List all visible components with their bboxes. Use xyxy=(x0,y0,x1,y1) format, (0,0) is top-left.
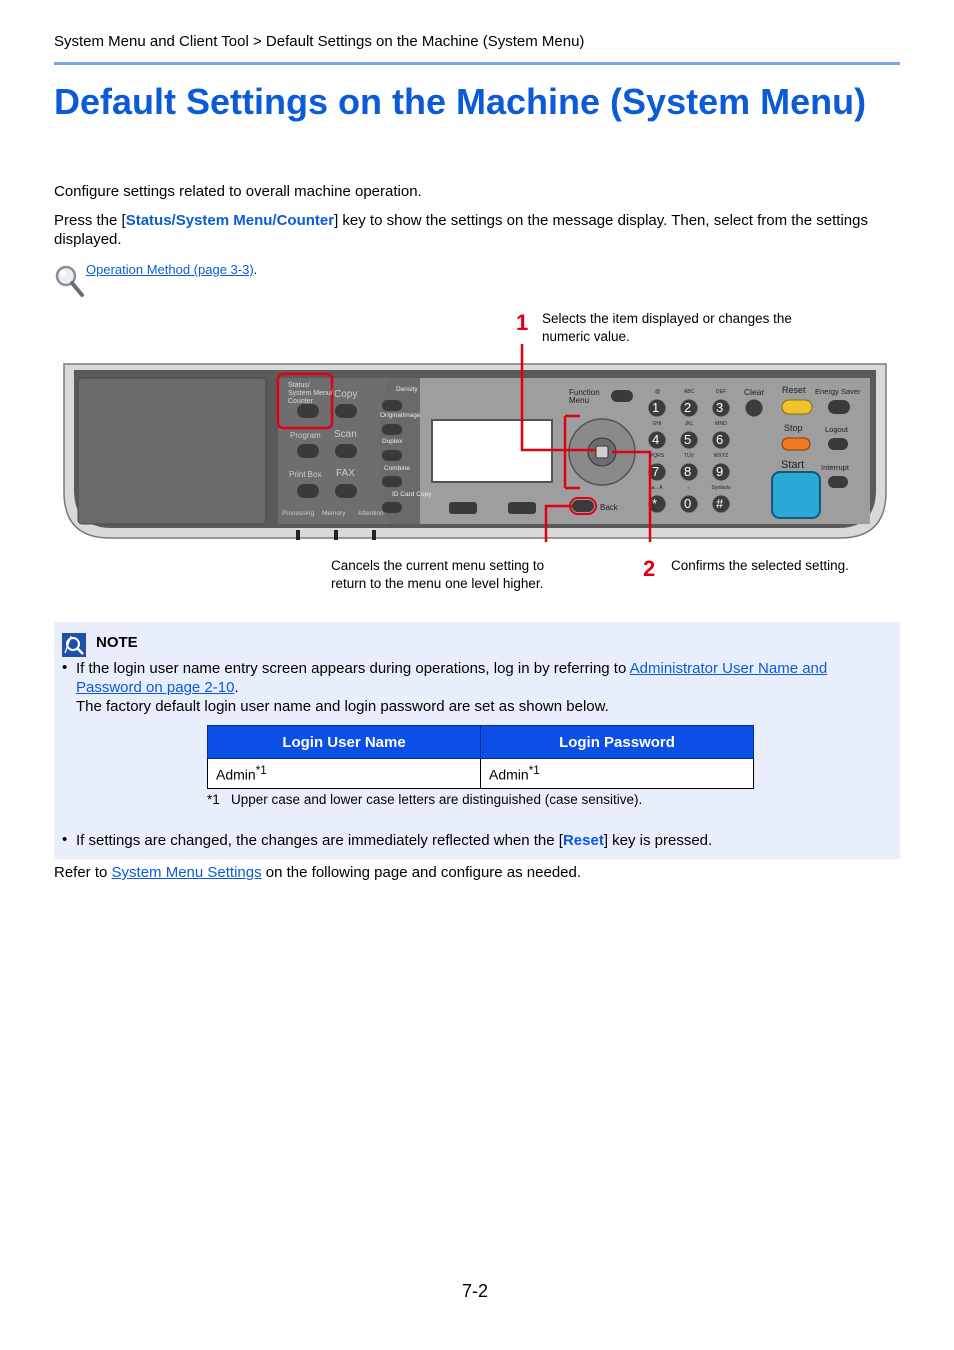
press-paragraph xyxy=(54,211,900,249)
keypad-letters: ABC xyxy=(683,389,695,395)
panel-id-card-copy-label: ID Card Copy xyxy=(392,491,432,498)
keypad-digit: 9 xyxy=(716,464,724,479)
system-menu-settings-link[interactable]: System Menu Settings xyxy=(111,864,262,881)
intro-paragraph: Configure settings related to overall machine operation. xyxy=(54,183,422,200)
panel-reset-label: Reset xyxy=(782,385,806,395)
keypad-letters: MNO xyxy=(715,421,727,427)
panel-processing-label: Processing xyxy=(282,510,315,517)
panel-combine-label: Combine xyxy=(384,465,411,472)
panel-energy-saver-label: Energy Saver xyxy=(815,387,861,396)
panel-interrupt-label: Interrupt xyxy=(821,463,849,472)
keypad-letters: PQRS xyxy=(649,453,665,459)
page-number: 7-2 xyxy=(462,1281,489,1301)
panel-status-label xyxy=(288,382,333,406)
keypad-digit: * xyxy=(652,496,658,511)
footnote xyxy=(207,792,642,807)
page-title: Default Settings on the Machine (System Menu) xyxy=(54,81,867,122)
table-row xyxy=(208,759,754,789)
operation-method-link[interactable]: Operation Method (page 3-3) xyxy=(86,262,254,277)
panel-stop-label: Stop xyxy=(784,423,803,433)
status-key-label: Status/System Menu/Counter xyxy=(125,212,335,229)
login-user-name-cell xyxy=(208,759,481,789)
panel-start-label: Start xyxy=(781,459,805,471)
keypad-letters: GHI xyxy=(652,421,662,427)
note-bullet-2-text xyxy=(76,831,886,850)
panel-logout-label: Logout xyxy=(825,425,848,434)
panel-function-menu-label xyxy=(569,389,600,405)
panel-status-sub1: System Menu/ xyxy=(288,390,333,397)
panel-fax-label: FAX xyxy=(336,468,355,479)
login-password-cell xyxy=(481,759,754,789)
keypad-letters: TUV xyxy=(684,453,694,459)
panel-printbox-label: Print Box xyxy=(289,470,322,479)
keypad-digit: 5 xyxy=(684,432,692,447)
reference-suffix: . xyxy=(253,262,258,277)
callout-number-2: 2 xyxy=(643,556,656,581)
panel-copy-label: Copy xyxy=(334,389,358,400)
panel-program-label: Program xyxy=(290,431,321,440)
note-bullet-2: • xyxy=(62,831,68,848)
note-bullet-1-before: If the login user name entry screen appears during operations, log in by referring to xyxy=(76,660,630,677)
footnote-mark: *1 xyxy=(207,792,220,807)
footnote-ref: *1 xyxy=(255,764,267,778)
press-after: ] key to show the settings on the message display. Then, select from the settings displayed. xyxy=(54,212,868,248)
panel-memory-label: Memory xyxy=(322,510,346,517)
reference-line xyxy=(86,262,257,277)
header-rule xyxy=(54,62,900,65)
keypad-digit: 8 xyxy=(684,464,692,479)
keypad-digit: 7 xyxy=(652,464,660,479)
refer-line xyxy=(54,864,581,881)
panel-function-text: Function xyxy=(569,388,600,397)
panel-status-text: Status/ xyxy=(288,382,310,389)
keypad-digit: 2 xyxy=(684,400,692,415)
panel-status-sub2: Counter xyxy=(288,398,313,405)
press-before: Press the [ xyxy=(54,212,126,229)
note-bullet-2-before: If settings are changed, the changes are immediately reflected when the [ xyxy=(76,832,563,849)
keypad-letters: DEF xyxy=(716,389,726,395)
note-bullet-1-after: . xyxy=(234,679,239,696)
keypad-digit: # xyxy=(716,496,724,511)
panel-menu-text: Menu xyxy=(569,396,590,405)
keypad-letters: JKL xyxy=(684,421,694,427)
callout-text-back: Cancels the current menu setting to return to the menu one level higher. xyxy=(331,558,545,591)
footnote-ref: *1 xyxy=(528,764,540,778)
admin-password-link[interactable]: Administrator User Name and Password on page 2-10 xyxy=(76,660,828,696)
keypad-letters: Symbols xyxy=(711,485,731,491)
footnote-text: Upper case and lower case letters are distinguished (case sensitive). xyxy=(231,792,643,807)
note-icon xyxy=(62,633,86,657)
note-bullet-1-line2: The factory default login user name and login password are set as shown below. xyxy=(76,698,609,715)
login-user-name-header: Login User Name xyxy=(208,726,481,759)
keypad-letters: WXYZ xyxy=(713,453,729,459)
keypad-digit: 6 xyxy=(716,432,724,447)
reset-key-label: Reset xyxy=(562,832,604,849)
note-bullet-1: • xyxy=(62,659,68,676)
refer-after: on the following page and configure as needed. xyxy=(261,864,582,881)
note-title: NOTE xyxy=(96,634,138,651)
refer-before: Refer to xyxy=(54,864,112,881)
operation-panel-illustration xyxy=(60,342,890,542)
note-bullet-2-after: ] key is pressed. xyxy=(603,832,713,849)
panel-attention-label: Attention xyxy=(358,510,384,517)
note-bullet-1-text xyxy=(76,659,886,716)
keypad-letters: .@ xyxy=(653,389,661,395)
login-table xyxy=(207,725,754,789)
keypad-digit: 1 xyxy=(652,400,660,415)
keypad-digit: 3 xyxy=(716,400,724,415)
keypad-letters: a↔A xyxy=(651,485,663,491)
callout-number-1: 1 xyxy=(516,310,529,335)
panel-scan-label: Scan xyxy=(334,429,357,440)
panel-back-label: Back xyxy=(600,503,618,512)
magnifier-icon xyxy=(54,264,86,298)
login-password-header: Login Password xyxy=(481,726,754,759)
login-user-name-value: Admin xyxy=(216,766,256,783)
panel-duplex-label: Duplex xyxy=(382,438,403,445)
keypad-letters: -, xyxy=(687,485,691,491)
panel-density-label: Density xyxy=(396,386,418,393)
login-password-value: Admin xyxy=(489,766,529,783)
callout-text-2: Confirms the selected setting. xyxy=(671,558,849,573)
keypad-digit: 0 xyxy=(684,496,692,511)
breadcrumb: System Menu and Client Tool > Default Settings on the Machine (System Menu) xyxy=(54,33,585,50)
table-header-row xyxy=(208,726,754,759)
panel-original-image-label: OriginalImage xyxy=(380,412,421,419)
keypad-digit: 4 xyxy=(652,432,660,447)
callout-text-1: Selects the item displayed or changes the numeric value. xyxy=(542,311,792,344)
panel-clear-label: Clear xyxy=(744,387,765,397)
